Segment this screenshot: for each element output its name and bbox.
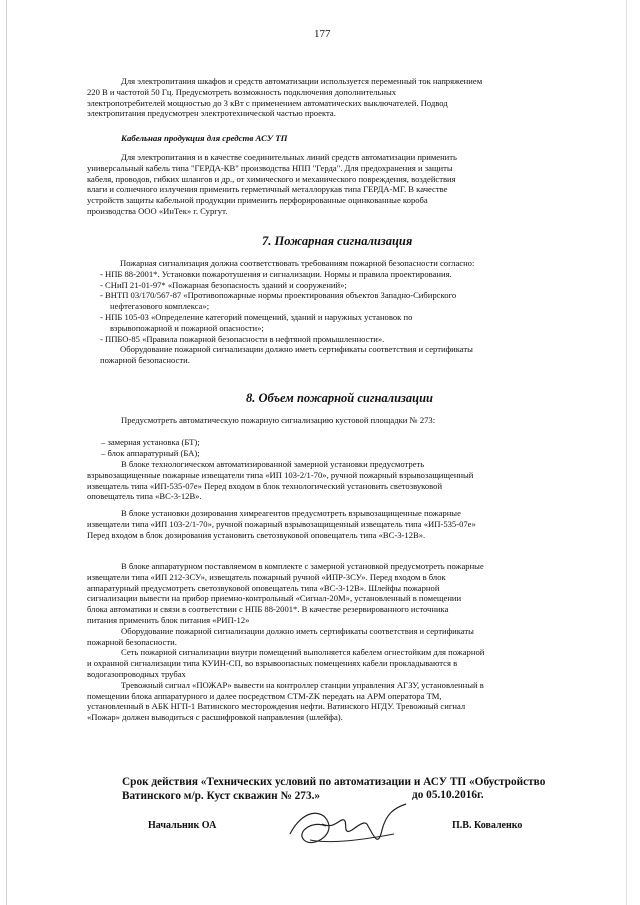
text-line: пожарной безопасности.	[87, 636, 177, 647]
text-line: Пожарная сигнализация должна соответствовать требованиям пожарной безопасности согласно:	[120, 258, 475, 268]
list-item-continuation: взрывопожарной и пожарной опасности»;	[110, 322, 264, 333]
validity-line: Ватинского м/р. Куст скважин № 273.»	[122, 790, 321, 802]
equipment-block-paragraph	[87, 561, 549, 723]
text-line: В блоке установки дозирования химреагентов предусмотреть взрывозащищенные пожарные	[121, 508, 461, 518]
cable-subheading: Кабельная продукция для средств АСУ ТП	[121, 133, 288, 143]
text-line: В блоке аппаратурном поставляемом в комплекте с замерной установкой предусмотреть пожарные	[121, 561, 484, 571]
signer-name: П.В. Коваленко	[452, 820, 523, 831]
text-line: питания применить блок питания «РИП-12»	[87, 614, 250, 625]
text-line: сигнализации вывести на прибор приемно-контрольный «Сигнал-20М», установленный в помещении	[87, 593, 462, 604]
list-item: - ППБО-85 «Правила пожарной безопасности в нефтяной промышленности».	[100, 333, 385, 344]
text-line: В блоке технологическом автоматизированной замерной установки предусмотреть	[121, 459, 425, 469]
list-item: - НПБ 105-03 «Определение категорий помещений, зданий и наружных установок по	[100, 311, 413, 322]
text-line: «Пожар» должен выводиться с расшифровкой направления (шлейфа).	[87, 712, 343, 723]
object-list	[101, 437, 551, 459]
page-number: 177	[314, 28, 331, 40]
text-line: помещении блока аппаратурного и далее посредством СТМ-ZK передать на АРМ оператора ТМ,	[87, 690, 442, 701]
text-line: Оборудование пожарной сигнализации должно иметь сертификаты соответствия и сертификаты	[120, 344, 473, 355]
text-line: Для электропитания и в качестве соединительных линий средств автоматизации применить	[121, 152, 457, 162]
text-line: извещатели типа «ИП 212-3СУ», извещатель пожарный ручной «ИПР-3СУ». Перед входом в блок	[87, 571, 446, 582]
list-item: - НПБ 88-2001*. Установки пожаротушения и сигнализации. Нормы и правила проектирования.	[100, 268, 452, 279]
section-8-intro: Предусмотреть автоматическую пожарную сигнализацию кустовой площадки № 273:	[121, 415, 436, 425]
text-line: 220 В и частотой 50 Гц. Предусмотреть возможность подключения дополнительных	[87, 86, 397, 97]
text-line: аппаратурный предусмотреть светозвуковой оповещатель типа «ВС-3-12В». Шлейфы пожарной	[87, 582, 440, 593]
handwritten-signature	[282, 800, 412, 860]
list-item: – блок аппаратурный (БА);	[101, 447, 200, 458]
text-line: пожарной безопасности.	[100, 355, 190, 366]
power-supply-paragraph	[87, 76, 549, 119]
scan-edge-left	[6, 0, 7, 905]
text-line: Перед входом в блок дозирования установить светозвуковой оповещатель типа «ВС-3-12В».	[87, 529, 426, 540]
text-line: и охранной сигнализации типа КУИН-СП, во взрывоопасных помещениях кабели прокладываются в	[87, 658, 458, 669]
text-line: Оборудование пожарной сигнализации должно иметь сертификаты соответствия и сертификаты	[121, 625, 474, 636]
text-line: электропитания предусмотрен электротехнической частью проекта.	[87, 108, 336, 119]
list-item-continuation: нефтегазового комплекса»;	[110, 301, 210, 312]
text-line: производства ООО «ИнТек» г. Сургут.	[87, 205, 228, 216]
fire-alarm-requirements	[100, 258, 550, 366]
text-line: Сеть пожарной сигнализации внутри помещений выполняется кабелем огнестойким для пожарной	[121, 647, 485, 658]
text-line: кабеля, проводов, гибких шлангов и др., от химического и механического повреждения, воздействия	[87, 173, 456, 184]
text-line: универсальный кабель типа "ГЕРДА-КВ" производства НПП "Герда". Для предохранения и защиты	[87, 162, 453, 173]
text-line: устройств защиты кабельной продукции применить перфорированные оцинкованные короба	[87, 195, 428, 206]
scan-edge-right	[626, 0, 627, 905]
cable-paragraph	[87, 152, 549, 217]
text-line: блока автоматики и связи в соответствии с НПБ 88-2001*. В качестве резервированного источника	[87, 604, 449, 615]
validity-line: Срок действия «Технических условий по автоматизации и АСУ ТП «Обустройство	[122, 776, 546, 788]
text-line: взрывозащищенные пожарные извещатели типа «ИП 103-2/1-70», ручной пожарный взрывозащищенный	[87, 469, 474, 480]
tech-block-paragraph	[87, 459, 549, 502]
list-item: - СНиП 21-01-97* «Пожарная безопасность зданий и сооружений»;	[100, 279, 347, 290]
signer-title: Начальник ОА	[148, 820, 217, 831]
text-line: водогазопроводных трубах	[87, 668, 186, 679]
text-line: оповещатель типа «ВС-3-12В».	[87, 491, 202, 502]
text-line: Тревожный сигнал «ПОЖАР» вывести на контроллер станции управления АГЗУ, установленный в	[121, 679, 484, 690]
section-8-title: 8. Объем пожарной сигнализации	[246, 391, 434, 405]
text-line: Для электропитания шкафов и средств автоматизации используется переменный ток напряжением	[121, 76, 483, 86]
text-line: установленный в АБК НГП-1 Ватинского месторождения нефти. Ватинского НГДУ. Тревожный сигнал	[87, 701, 466, 712]
text-line: влаги и солнечного излучения применить герметичный металлорукав типа ГЕРДА-МГ. В качестве	[87, 184, 448, 195]
text-line: электропотребителей мощностью до 3 кВт с применением автоматических выключателей. Подвод	[87, 97, 448, 108]
list-item: - ВНТП 03/170/567-87 «Противопожарные нормы проектирования объектов Западно-Сибирского	[100, 290, 457, 301]
text-line: извещатель типа «ИП-535-07е» Перед входом в блок технологический установить светозвуковой	[87, 480, 443, 491]
validity-date: до 05.10.2016г.	[412, 789, 484, 801]
section-7-title: 7. Пожарная сигнализация	[262, 234, 413, 248]
dosing-block-paragraph	[87, 508, 549, 540]
list-item: – замерная установка (БТ);	[101, 437, 200, 447]
validity-statement	[122, 775, 552, 803]
text-line: извещатели типа «ИП 103-2/1-70», ручной пожарный взрывозащищенный извещатель типа «ИП-535-07е»	[87, 518, 476, 529]
